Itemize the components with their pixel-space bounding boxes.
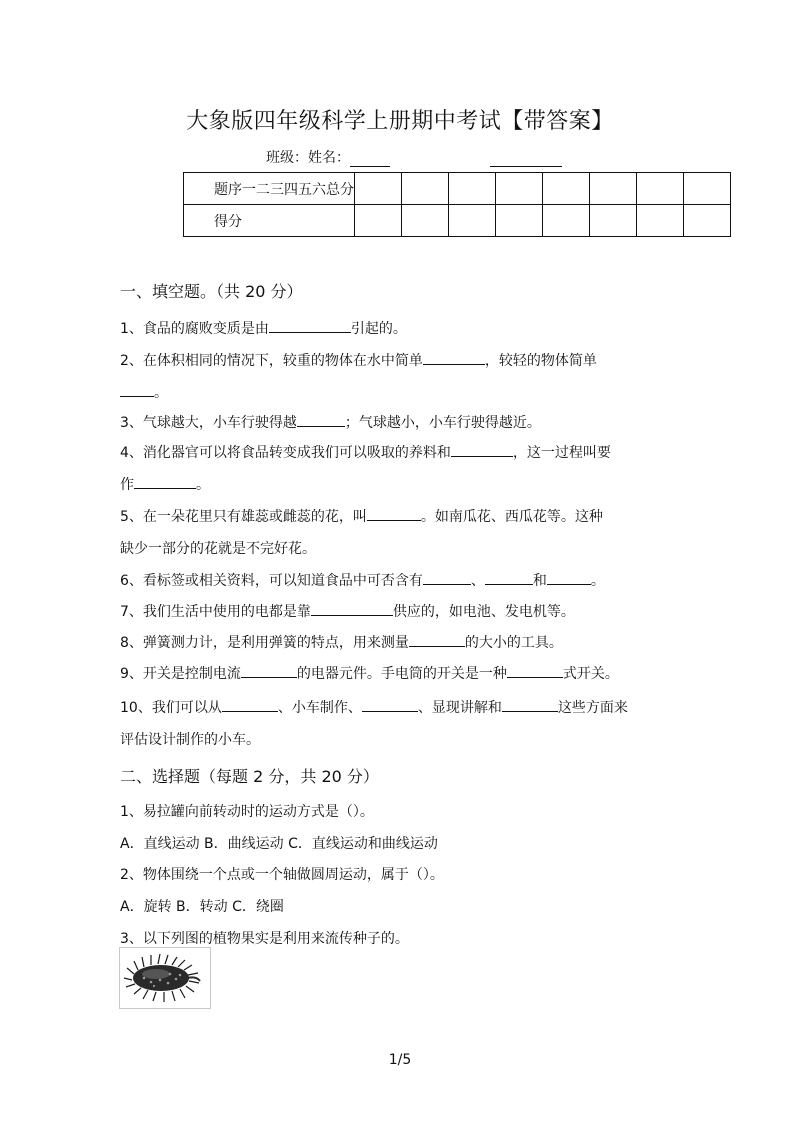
- fill-question-6: [120, 570, 605, 590]
- answer-blank[interactable]: [423, 350, 485, 365]
- fill-question-10-cont: 评估设计制作的小车。: [120, 732, 260, 748]
- class-name-line: [266, 147, 562, 167]
- q6-end: 。: [590, 573, 605, 589]
- header-cell: [684, 173, 731, 205]
- header-label-cell: [184, 173, 355, 205]
- fill-question-1: [120, 318, 407, 338]
- q4-text-b: ，这一过程叫要: [512, 445, 611, 461]
- choice-question-2: 2、物体围绕一个点或一个轴做圆周运动，属于（）。: [120, 867, 444, 883]
- q2-text: 2、在体积相同的情况下，较重的物体在水中简单: [120, 353, 423, 369]
- score-cell[interactable]: [402, 205, 449, 237]
- q7-text-b: 供应的，如电池、发电机等。: [392, 604, 575, 620]
- answer-blank[interactable]: [297, 412, 345, 427]
- choice-question-1-options[interactable]: A．直线运动 B．曲线运动 C．直线运动和曲线运动: [120, 836, 438, 852]
- q3-text: 3、气球越大，小车行驶得越: [120, 415, 297, 431]
- fill-question-4-cont: [120, 474, 210, 494]
- q1-text: 1、食品的腐败变质是由: [120, 321, 269, 337]
- score-cell[interactable]: [543, 205, 590, 237]
- q10-text: 10、我们可以从: [120, 700, 222, 716]
- score-cell[interactable]: [637, 205, 684, 237]
- answer-blank[interactable]: [241, 663, 297, 678]
- header-cell: [496, 173, 543, 205]
- score-cell[interactable]: [496, 205, 543, 237]
- q4-end: 。: [196, 477, 210, 493]
- answer-blank[interactable]: [547, 570, 591, 585]
- header-cell: [543, 173, 590, 205]
- fill-question-2: [120, 350, 597, 370]
- answer-blank[interactable]: [120, 382, 154, 397]
- score-table: [183, 172, 731, 237]
- spiky-fruit-illustration: [120, 948, 210, 1008]
- fill-question-2-cont: [120, 382, 168, 402]
- q5-text-b: 。如南瓜花、西瓜花等。这种: [420, 509, 603, 525]
- q5-text: 5、在一朵花里只有雄蕊或雌蕊的花，叫: [120, 509, 367, 525]
- score-cell[interactable]: [355, 205, 402, 237]
- header-cell: [402, 173, 449, 205]
- answer-blank[interactable]: [485, 570, 533, 585]
- q9-text-b: 的电器元件。手电筒的开关是一种: [296, 666, 507, 682]
- header-cell: [449, 173, 496, 205]
- fill-question-5: [120, 506, 603, 526]
- q9-text: 9、开关是控制电流: [120, 666, 241, 682]
- fill-question-7: [120, 601, 575, 621]
- class-blank[interactable]: [490, 151, 562, 167]
- q7-text: 7、我们生活中使用的电都是靠: [120, 604, 311, 620]
- header-label: 题序一二三四五六总分: [214, 181, 354, 198]
- answer-blank[interactable]: [134, 474, 196, 489]
- q6-sep: 、: [470, 573, 485, 589]
- fill-question-5-cont: 缺少一部分的花就是不完好花。: [120, 541, 316, 557]
- q10-text-d: 这些方面来: [557, 700, 628, 716]
- score-table-header-row: [184, 173, 731, 205]
- score-label: 得分: [214, 213, 242, 230]
- choice-question-1: 1、易拉罐向前转动时的运动方式是（）。: [120, 804, 374, 820]
- answer-blank[interactable]: [362, 697, 418, 712]
- score-cell[interactable]: [449, 205, 496, 237]
- section2-heading: 二、选择题（每题 2 分，共 20 分）: [120, 767, 379, 786]
- page-number: 1/5: [388, 1052, 412, 1068]
- fill-question-8: [120, 632, 563, 652]
- fill-question-10: [120, 697, 628, 717]
- q8-text: 8、弹簧测力计，是利用弹簧的特点，用来测量: [120, 635, 409, 651]
- page-title: 大象版四年级科学上册期中考试【带答案】: [186, 109, 614, 134]
- q2-text-b: ，较轻的物体简单: [484, 353, 597, 369]
- header-cell: [355, 173, 402, 205]
- q10-text-c: 、显现讲解和: [417, 700, 502, 716]
- fill-question-3: [120, 412, 541, 432]
- q1-end: 引起的。: [350, 321, 407, 337]
- answer-blank[interactable]: [311, 601, 393, 616]
- q2-end: 。: [154, 385, 168, 401]
- answer-blank[interactable]: [502, 697, 558, 712]
- answer-blank[interactable]: [423, 570, 471, 585]
- answer-blank[interactable]: [507, 663, 563, 678]
- q9-text-c: 式开关。: [562, 666, 619, 682]
- q3-text-b: ；气球越小，小车行驶得越近。: [344, 415, 541, 431]
- q8-text-b: 的大小的工具。: [464, 635, 563, 651]
- score-cell[interactable]: [590, 205, 637, 237]
- fill-question-9: [120, 663, 619, 683]
- choice-question-2-options[interactable]: A．旋转 B．转动 C．绕圈: [120, 899, 284, 915]
- answer-blank[interactable]: [367, 506, 421, 521]
- answer-blank[interactable]: [222, 697, 278, 712]
- q10-text-b: 、小车制作、: [277, 700, 362, 716]
- q6-text: 6、看标签或相关资料，可以知道食品中可否含有: [120, 573, 423, 589]
- q4-text-c: 作: [120, 477, 134, 493]
- name-label: 姓名：: [308, 150, 350, 166]
- class-label: 班级：: [266, 150, 308, 166]
- q4-text: 4、消化器官可以将食品转变成我们可以吸取的养料和: [120, 445, 451, 461]
- score-label-cell: [184, 205, 355, 237]
- answer-blank[interactable]: [451, 442, 513, 457]
- answer-blank[interactable]: [409, 632, 465, 647]
- seed-fruit-image: [119, 947, 211, 1009]
- name-blank[interactable]: [350, 151, 390, 167]
- answer-blank[interactable]: [269, 318, 351, 333]
- q6-and: 和: [532, 573, 547, 589]
- header-cell: [590, 173, 637, 205]
- header-cell: [637, 173, 684, 205]
- section1-heading: 一、填空题。（共 20 分）: [120, 282, 303, 301]
- score-cell[interactable]: [684, 205, 731, 237]
- choice-question-3: 3、以下列图的植物果实是利用来流传种子的。: [120, 931, 409, 947]
- fill-question-4: [120, 442, 611, 462]
- score-table-score-row: [184, 205, 731, 237]
